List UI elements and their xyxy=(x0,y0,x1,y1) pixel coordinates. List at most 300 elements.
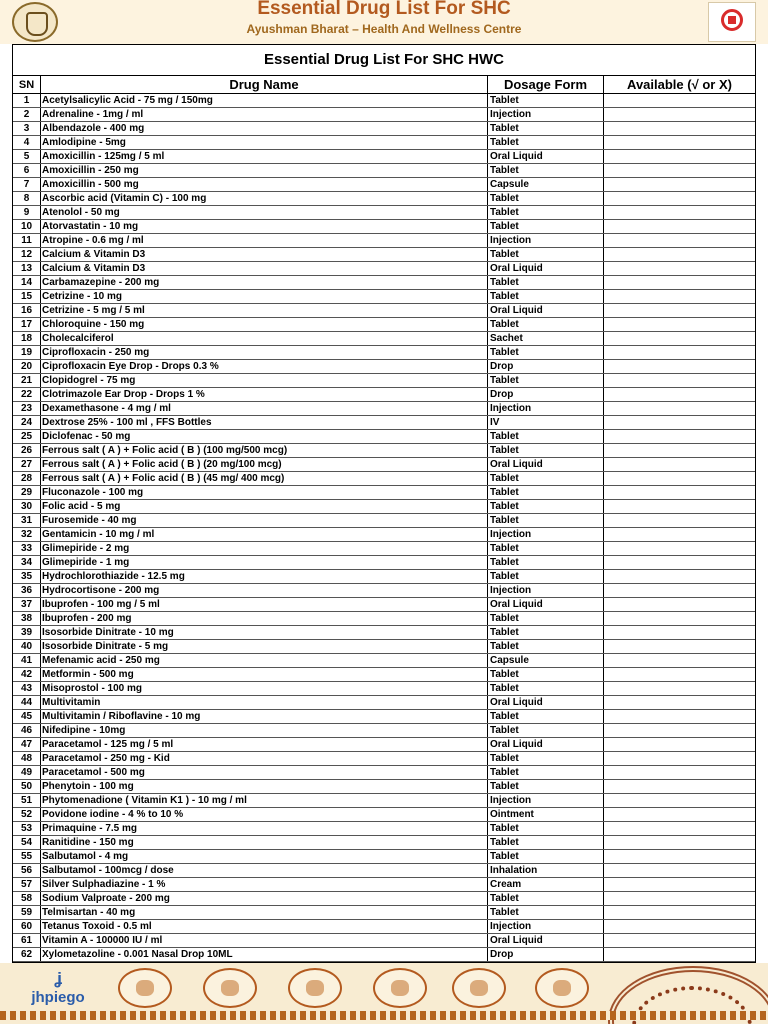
row-available-cell[interactable] xyxy=(604,808,755,821)
row-drug-name: Hydrocortisone - 200 mg xyxy=(41,584,488,597)
row-drug-name: Amoxicillin - 250 mg xyxy=(41,164,488,177)
row-dosage-form: Tablet xyxy=(488,164,604,177)
row-dosage-form: Tablet xyxy=(488,640,604,653)
row-sn: 41 xyxy=(13,654,41,667)
row-dosage-form: Tablet xyxy=(488,500,604,513)
row-available-cell[interactable] xyxy=(604,220,755,233)
row-sn: 45 xyxy=(13,710,41,723)
row-dosage-form: Drop xyxy=(488,360,604,373)
row-available-cell[interactable] xyxy=(604,402,755,415)
row-available-cell[interactable] xyxy=(604,136,755,149)
row-available-cell[interactable] xyxy=(604,612,755,625)
jhpiego-logo xyxy=(10,969,106,1013)
row-drug-name: Xylometazoline - 0.001 Nasal Drop 10ML xyxy=(41,948,488,961)
row-dosage-form: Tablet xyxy=(488,346,604,359)
row-sn: 26 xyxy=(13,444,41,457)
row-sn: 7 xyxy=(13,178,41,191)
table-row xyxy=(13,486,755,500)
row-sn: 10 xyxy=(13,220,41,233)
row-drug-name: Clopidogrel - 75 mg xyxy=(41,374,488,387)
row-sn: 42 xyxy=(13,668,41,681)
row-sn: 22 xyxy=(13,388,41,401)
row-dosage-form: Tablet xyxy=(488,220,604,233)
row-sn: 15 xyxy=(13,290,41,303)
row-available-cell[interactable] xyxy=(604,388,755,401)
row-available-cell[interactable] xyxy=(604,626,755,639)
row-sn: 13 xyxy=(13,262,41,275)
table-row xyxy=(13,710,755,724)
row-sn: 17 xyxy=(13,318,41,331)
row-dosage-form: Sachet xyxy=(488,332,604,345)
row-drug-name: Ferrous salt ( A ) + Folic acid ( B ) (100 mg/500 mcg) xyxy=(41,444,488,457)
row-dosage-form: Tablet xyxy=(488,192,604,205)
row-dosage-form: Oral Liquid xyxy=(488,304,604,317)
row-available-cell[interactable] xyxy=(604,304,755,317)
row-available-cell[interactable] xyxy=(604,108,755,121)
row-drug-name: Ibuprofen - 100 mg / 5 ml xyxy=(41,598,488,611)
row-sn: 33 xyxy=(13,542,41,555)
row-sn: 39 xyxy=(13,626,41,639)
row-drug-name: Tetanus Toxoid - 0.5 ml xyxy=(41,920,488,933)
row-sn: 46 xyxy=(13,724,41,737)
row-dosage-form: Tablet xyxy=(488,612,604,625)
row-drug-name: Phytomenadione ( Vitamin K1 ) - 10 mg / ml xyxy=(41,794,488,807)
health-medallion-icon xyxy=(118,968,172,1008)
row-available-cell[interactable] xyxy=(604,598,755,611)
row-available-cell[interactable] xyxy=(604,178,755,191)
row-available-cell[interactable] xyxy=(604,360,755,373)
row-dosage-form: Tablet xyxy=(488,374,604,387)
row-dosage-form: Tablet xyxy=(488,276,604,289)
row-dosage-form: Tablet xyxy=(488,822,604,835)
row-available-cell[interactable] xyxy=(604,752,755,765)
row-dosage-form: Tablet xyxy=(488,318,604,331)
table-row xyxy=(13,248,755,262)
table-row xyxy=(13,178,755,192)
decorative-border xyxy=(0,1011,768,1020)
row-sn: 50 xyxy=(13,780,41,793)
table-row xyxy=(13,612,755,626)
table-row xyxy=(13,682,755,696)
table-row xyxy=(13,360,755,374)
row-dosage-form: Cream xyxy=(488,878,604,891)
row-dosage-form: Tablet xyxy=(488,682,604,695)
row-dosage-form: Tablet xyxy=(488,444,604,457)
row-available-cell[interactable] xyxy=(604,248,755,261)
row-available-cell[interactable] xyxy=(604,318,755,331)
table-title: Essential Drug List For SHC HWC xyxy=(13,45,755,76)
row-dosage-form: Tablet xyxy=(488,780,604,793)
table-row xyxy=(13,234,755,248)
row-sn: 53 xyxy=(13,822,41,835)
row-sn: 62 xyxy=(13,948,41,961)
row-sn: 6 xyxy=(13,164,41,177)
row-drug-name: Paracetamol - 500 mg xyxy=(41,766,488,779)
column-header-available: Available (√ or X) xyxy=(627,77,732,92)
row-drug-name: Multivitamin xyxy=(41,696,488,709)
row-drug-name: Cholecalciferol xyxy=(41,332,488,345)
table-row xyxy=(13,262,755,276)
table-row xyxy=(13,794,755,808)
table-row xyxy=(13,220,755,234)
row-dosage-form: Injection xyxy=(488,528,604,541)
table-row xyxy=(13,626,755,640)
jhpiego-logo-text: jhpiego xyxy=(31,989,85,1006)
row-drug-name: Povidone iodine - 4 % to 10 % xyxy=(41,808,488,821)
row-available-cell[interactable] xyxy=(604,892,755,905)
row-drug-name: Dextrose 25% - 100 ml , FFS Bottles xyxy=(41,416,488,429)
row-drug-name: Atorvastatin - 10 mg xyxy=(41,220,488,233)
row-drug-name: Dexamethasone - 4 mg / ml xyxy=(41,402,488,415)
row-dosage-form: Drop xyxy=(488,948,604,961)
row-available-cell[interactable] xyxy=(604,122,755,135)
table-row xyxy=(13,290,755,304)
page-header xyxy=(0,0,768,44)
row-dosage-form: Tablet xyxy=(488,248,604,261)
row-sn: 51 xyxy=(13,794,41,807)
row-available-cell[interactable] xyxy=(604,500,755,513)
row-dosage-form: Tablet xyxy=(488,486,604,499)
row-dosage-form: Injection xyxy=(488,920,604,933)
page-footer xyxy=(0,963,768,1024)
row-drug-name: Amlodipine - 5mg xyxy=(41,136,488,149)
row-dosage-form: Inhalation xyxy=(488,864,604,877)
row-sn: 58 xyxy=(13,892,41,905)
table-row xyxy=(13,654,755,668)
row-drug-name: Ibuprofen - 200 mg xyxy=(41,612,488,625)
table-row xyxy=(13,164,755,178)
row-dosage-form: Oral Liquid xyxy=(488,934,604,947)
health-medallion-icon xyxy=(288,968,342,1008)
row-available-cell[interactable] xyxy=(604,514,755,527)
row-available-cell[interactable] xyxy=(604,458,755,471)
row-available-cell[interactable] xyxy=(604,570,755,583)
table-row xyxy=(13,570,755,584)
row-dosage-form: IV xyxy=(488,416,604,429)
row-sn: 30 xyxy=(13,500,41,513)
row-available-cell[interactable] xyxy=(604,850,755,863)
row-dosage-form: Injection xyxy=(488,584,604,597)
row-available-cell[interactable] xyxy=(604,738,755,751)
table-row xyxy=(13,276,755,290)
row-available-cell[interactable] xyxy=(604,444,755,457)
row-drug-name: Telmisartan - 40 mg xyxy=(41,906,488,919)
table-row xyxy=(13,500,755,514)
table-row xyxy=(13,388,755,402)
row-dosage-form: Tablet xyxy=(488,710,604,723)
row-sn: 5 xyxy=(13,150,41,163)
row-dosage-form: Oral Liquid xyxy=(488,598,604,611)
row-dosage-form: Ointment xyxy=(488,808,604,821)
row-drug-name: Metformin - 500 mg xyxy=(41,668,488,681)
row-available-cell[interactable] xyxy=(604,948,755,961)
row-available-cell[interactable] xyxy=(604,654,755,667)
row-dosage-form: Injection xyxy=(488,402,604,415)
row-sn: 36 xyxy=(13,584,41,597)
row-available-cell[interactable] xyxy=(604,346,755,359)
table-row xyxy=(13,878,755,892)
row-available-cell[interactable] xyxy=(604,430,755,443)
row-sn: 28 xyxy=(13,472,41,485)
row-drug-name: Cetrizine - 5 mg / 5 ml xyxy=(41,304,488,317)
row-available-cell[interactable] xyxy=(604,150,755,163)
row-drug-name: Albendazole - 400 mg xyxy=(41,122,488,135)
row-drug-name: Paracetamol - 250 mg - Kid xyxy=(41,752,488,765)
row-sn: 23 xyxy=(13,402,41,415)
row-drug-name: Adrenaline - 1mg / ml xyxy=(41,108,488,121)
table-row xyxy=(13,150,755,164)
page-title: Essential Drug List For SHC xyxy=(257,0,511,19)
row-drug-name: Carbamazepine - 200 mg xyxy=(41,276,488,289)
row-dosage-form: Tablet xyxy=(488,836,604,849)
row-drug-name: Silver Sulphadiazine - 1 % xyxy=(41,878,488,891)
row-available-cell[interactable] xyxy=(604,416,755,429)
table-row xyxy=(13,892,755,906)
table-row xyxy=(13,640,755,654)
health-medallion-icon xyxy=(373,968,427,1008)
row-available-cell[interactable] xyxy=(604,640,755,653)
row-drug-name: Isosorbide Dinitrate - 5 mg xyxy=(41,640,488,653)
row-available-cell[interactable] xyxy=(604,584,755,597)
row-drug-name: Ciprofloxacin - 250 mg xyxy=(41,346,488,359)
row-dosage-form: Oral Liquid xyxy=(488,738,604,751)
row-dosage-form: Tablet xyxy=(488,850,604,863)
table-row xyxy=(13,514,755,528)
table-row xyxy=(13,584,755,598)
row-available-cell[interactable] xyxy=(604,668,755,681)
row-sn: 59 xyxy=(13,906,41,919)
row-available-cell[interactable] xyxy=(604,766,755,779)
row-drug-name: Sodium Valproate - 200 mg xyxy=(41,892,488,905)
table-row xyxy=(13,304,755,318)
table-row xyxy=(13,206,755,220)
row-drug-name: Diclofenac - 50 mg xyxy=(41,430,488,443)
row-sn: 16 xyxy=(13,304,41,317)
row-sn: 35 xyxy=(13,570,41,583)
row-available-cell[interactable] xyxy=(604,864,755,877)
row-drug-name: Glimepiride - 1 mg xyxy=(41,556,488,569)
row-available-cell[interactable] xyxy=(604,906,755,919)
row-sn: 37 xyxy=(13,598,41,611)
drug-table xyxy=(12,44,756,963)
row-dosage-form: Drop xyxy=(488,388,604,401)
row-drug-name: Ascorbic acid (Vitamin C) - 100 mg xyxy=(41,192,488,205)
row-available-cell[interactable] xyxy=(604,374,755,387)
row-dosage-form: Tablet xyxy=(488,206,604,219)
row-available-cell[interactable] xyxy=(604,472,755,485)
row-drug-name: Acetylsalicylic Acid - 75 mg / 150mg xyxy=(41,94,488,107)
row-dosage-form: Tablet xyxy=(488,724,604,737)
row-available-cell[interactable] xyxy=(604,836,755,849)
row-drug-name: Cetrizine - 10 mg xyxy=(41,290,488,303)
row-dosage-form: Tablet xyxy=(488,556,604,569)
row-available-cell[interactable] xyxy=(604,878,755,891)
health-medallion-icon xyxy=(452,968,506,1008)
row-dosage-form: Oral Liquid xyxy=(488,458,604,471)
row-available-cell[interactable] xyxy=(604,206,755,219)
row-available-cell[interactable] xyxy=(604,934,755,947)
row-dosage-form: Tablet xyxy=(488,290,604,303)
table-row xyxy=(13,444,755,458)
row-available-cell[interactable] xyxy=(604,486,755,499)
table-row xyxy=(13,374,755,388)
row-drug-name: Ferrous salt ( A ) + Folic acid ( B ) (45 mg/ 400 mcg) xyxy=(41,472,488,485)
row-available-cell[interactable] xyxy=(604,262,755,275)
table-row xyxy=(13,556,755,570)
row-drug-name: Calcium & Vitamin D3 xyxy=(41,262,488,275)
table-row xyxy=(13,94,755,108)
row-dosage-form: Tablet xyxy=(488,122,604,135)
row-dosage-form: Tablet xyxy=(488,472,604,485)
row-drug-name: Salbutamol - 100mcg / dose xyxy=(41,864,488,877)
row-sn: 3 xyxy=(13,122,41,135)
row-drug-name: Gentamicin - 10 mg / ml xyxy=(41,528,488,541)
table-row xyxy=(13,808,755,822)
row-dosage-form: Tablet xyxy=(488,570,604,583)
row-sn: 9 xyxy=(13,206,41,219)
row-drug-name: Isosorbide Dinitrate - 10 mg xyxy=(41,626,488,639)
table-row xyxy=(13,738,755,752)
row-sn: 2 xyxy=(13,108,41,121)
row-drug-name: Furosemide - 40 mg xyxy=(41,514,488,527)
row-available-cell[interactable] xyxy=(604,192,755,205)
table-body xyxy=(13,94,755,962)
row-sn: 20 xyxy=(13,360,41,373)
row-dosage-form: Oral Liquid xyxy=(488,262,604,275)
row-sn: 1 xyxy=(13,94,41,107)
row-available-cell[interactable] xyxy=(604,234,755,247)
table-header-row xyxy=(13,76,755,94)
row-sn: 43 xyxy=(13,682,41,695)
row-dosage-form: Tablet xyxy=(488,752,604,765)
table-row xyxy=(13,122,755,136)
row-available-cell[interactable] xyxy=(604,794,755,807)
page-subtitle: Ayushman Bharat – Health And Wellness Centre xyxy=(246,22,522,36)
row-sn: 12 xyxy=(13,248,41,261)
row-available-cell[interactable] xyxy=(604,710,755,723)
row-dosage-form: Tablet xyxy=(488,430,604,443)
row-sn: 40 xyxy=(13,640,41,653)
table-row xyxy=(13,416,755,430)
jhpiego-logo-icon: ʝ xyxy=(54,969,62,988)
row-sn: 52 xyxy=(13,808,41,821)
row-sn: 34 xyxy=(13,556,41,569)
row-available-cell[interactable] xyxy=(604,724,755,737)
row-sn: 49 xyxy=(13,766,41,779)
row-dosage-form: Oral Liquid xyxy=(488,150,604,163)
row-drug-name: Vitamin A - 100000 IU / ml xyxy=(41,934,488,947)
table-row xyxy=(13,332,755,346)
table-row xyxy=(13,752,755,766)
row-available-cell[interactable] xyxy=(604,164,755,177)
row-drug-name: Ferrous salt ( A ) + Folic acid ( B ) (20 mg/100 mcg) xyxy=(41,458,488,471)
row-available-cell[interactable] xyxy=(604,94,755,107)
row-dosage-form: Injection xyxy=(488,108,604,121)
row-drug-name: Phenytoin - 100 mg xyxy=(41,780,488,793)
row-drug-name: Misoprostol - 100 mg xyxy=(41,682,488,695)
table-row xyxy=(13,822,755,836)
row-sn: 19 xyxy=(13,346,41,359)
row-dosage-form: Injection xyxy=(488,234,604,247)
row-dosage-form: Tablet xyxy=(488,514,604,527)
table-row xyxy=(13,108,755,122)
row-available-cell[interactable] xyxy=(604,696,755,709)
row-drug-name: Atenolol - 50 mg xyxy=(41,206,488,219)
row-drug-name: Salbutamol - 4 mg xyxy=(41,850,488,863)
row-dosage-form: Injection xyxy=(488,794,604,807)
row-dosage-form: Capsule xyxy=(488,654,604,667)
row-sn: 27 xyxy=(13,458,41,471)
table-row xyxy=(13,920,755,934)
row-available-cell[interactable] xyxy=(604,276,755,289)
row-dosage-form: Tablet xyxy=(488,668,604,681)
row-available-cell[interactable] xyxy=(604,528,755,541)
table-row xyxy=(13,668,755,682)
table-row xyxy=(13,696,755,710)
row-sn: 21 xyxy=(13,374,41,387)
table-row xyxy=(13,836,755,850)
row-dosage-form: Tablet xyxy=(488,626,604,639)
table-row xyxy=(13,472,755,486)
row-drug-name: Fluconazole - 100 mg xyxy=(41,486,488,499)
row-available-cell[interactable] xyxy=(604,290,755,303)
health-medallion-icon xyxy=(535,968,589,1008)
row-available-cell[interactable] xyxy=(604,920,755,933)
table-row xyxy=(13,136,755,150)
row-available-cell[interactable] xyxy=(604,332,755,345)
row-drug-name: Amoxicillin - 125mg / 5 ml xyxy=(41,150,488,163)
row-available-cell[interactable] xyxy=(604,822,755,835)
row-sn: 60 xyxy=(13,920,41,933)
row-dosage-form: Oral Liquid xyxy=(488,696,604,709)
row-sn: 14 xyxy=(13,276,41,289)
table-row xyxy=(13,906,755,920)
row-drug-name: Multivitamin / Riboflavine - 10 mg xyxy=(41,710,488,723)
column-header-sn: SN xyxy=(13,76,41,93)
table-row xyxy=(13,864,755,878)
table-row xyxy=(13,458,755,472)
row-drug-name: Clotrimazole Ear Drop - Drops 1 % xyxy=(41,388,488,401)
row-drug-name: Amoxicillin - 500 mg xyxy=(41,178,488,191)
table-row xyxy=(13,766,755,780)
row-sn: 57 xyxy=(13,878,41,891)
table-row xyxy=(13,948,755,962)
row-dosage-form: Tablet xyxy=(488,94,604,107)
row-sn: 32 xyxy=(13,528,41,541)
row-sn: 25 xyxy=(13,430,41,443)
table-row xyxy=(13,934,755,948)
row-available-cell[interactable] xyxy=(604,556,755,569)
national-health-mission-logo-icon xyxy=(708,2,756,42)
row-sn: 18 xyxy=(13,332,41,345)
row-sn: 61 xyxy=(13,934,41,947)
row-sn: 38 xyxy=(13,612,41,625)
row-dosage-form: Tablet xyxy=(488,766,604,779)
row-sn: 31 xyxy=(13,514,41,527)
table-row xyxy=(13,850,755,864)
row-available-cell[interactable] xyxy=(604,542,755,555)
table-row xyxy=(13,780,755,794)
row-available-cell[interactable] xyxy=(604,682,755,695)
table-row xyxy=(13,598,755,612)
column-header-drug-name: Drug Name xyxy=(41,76,488,93)
row-sn: 24 xyxy=(13,416,41,429)
row-sn: 8 xyxy=(13,192,41,205)
table-row xyxy=(13,724,755,738)
row-drug-name: Ranitidine - 150 mg xyxy=(41,836,488,849)
row-available-cell[interactable] xyxy=(604,780,755,793)
row-sn: 11 xyxy=(13,234,41,247)
